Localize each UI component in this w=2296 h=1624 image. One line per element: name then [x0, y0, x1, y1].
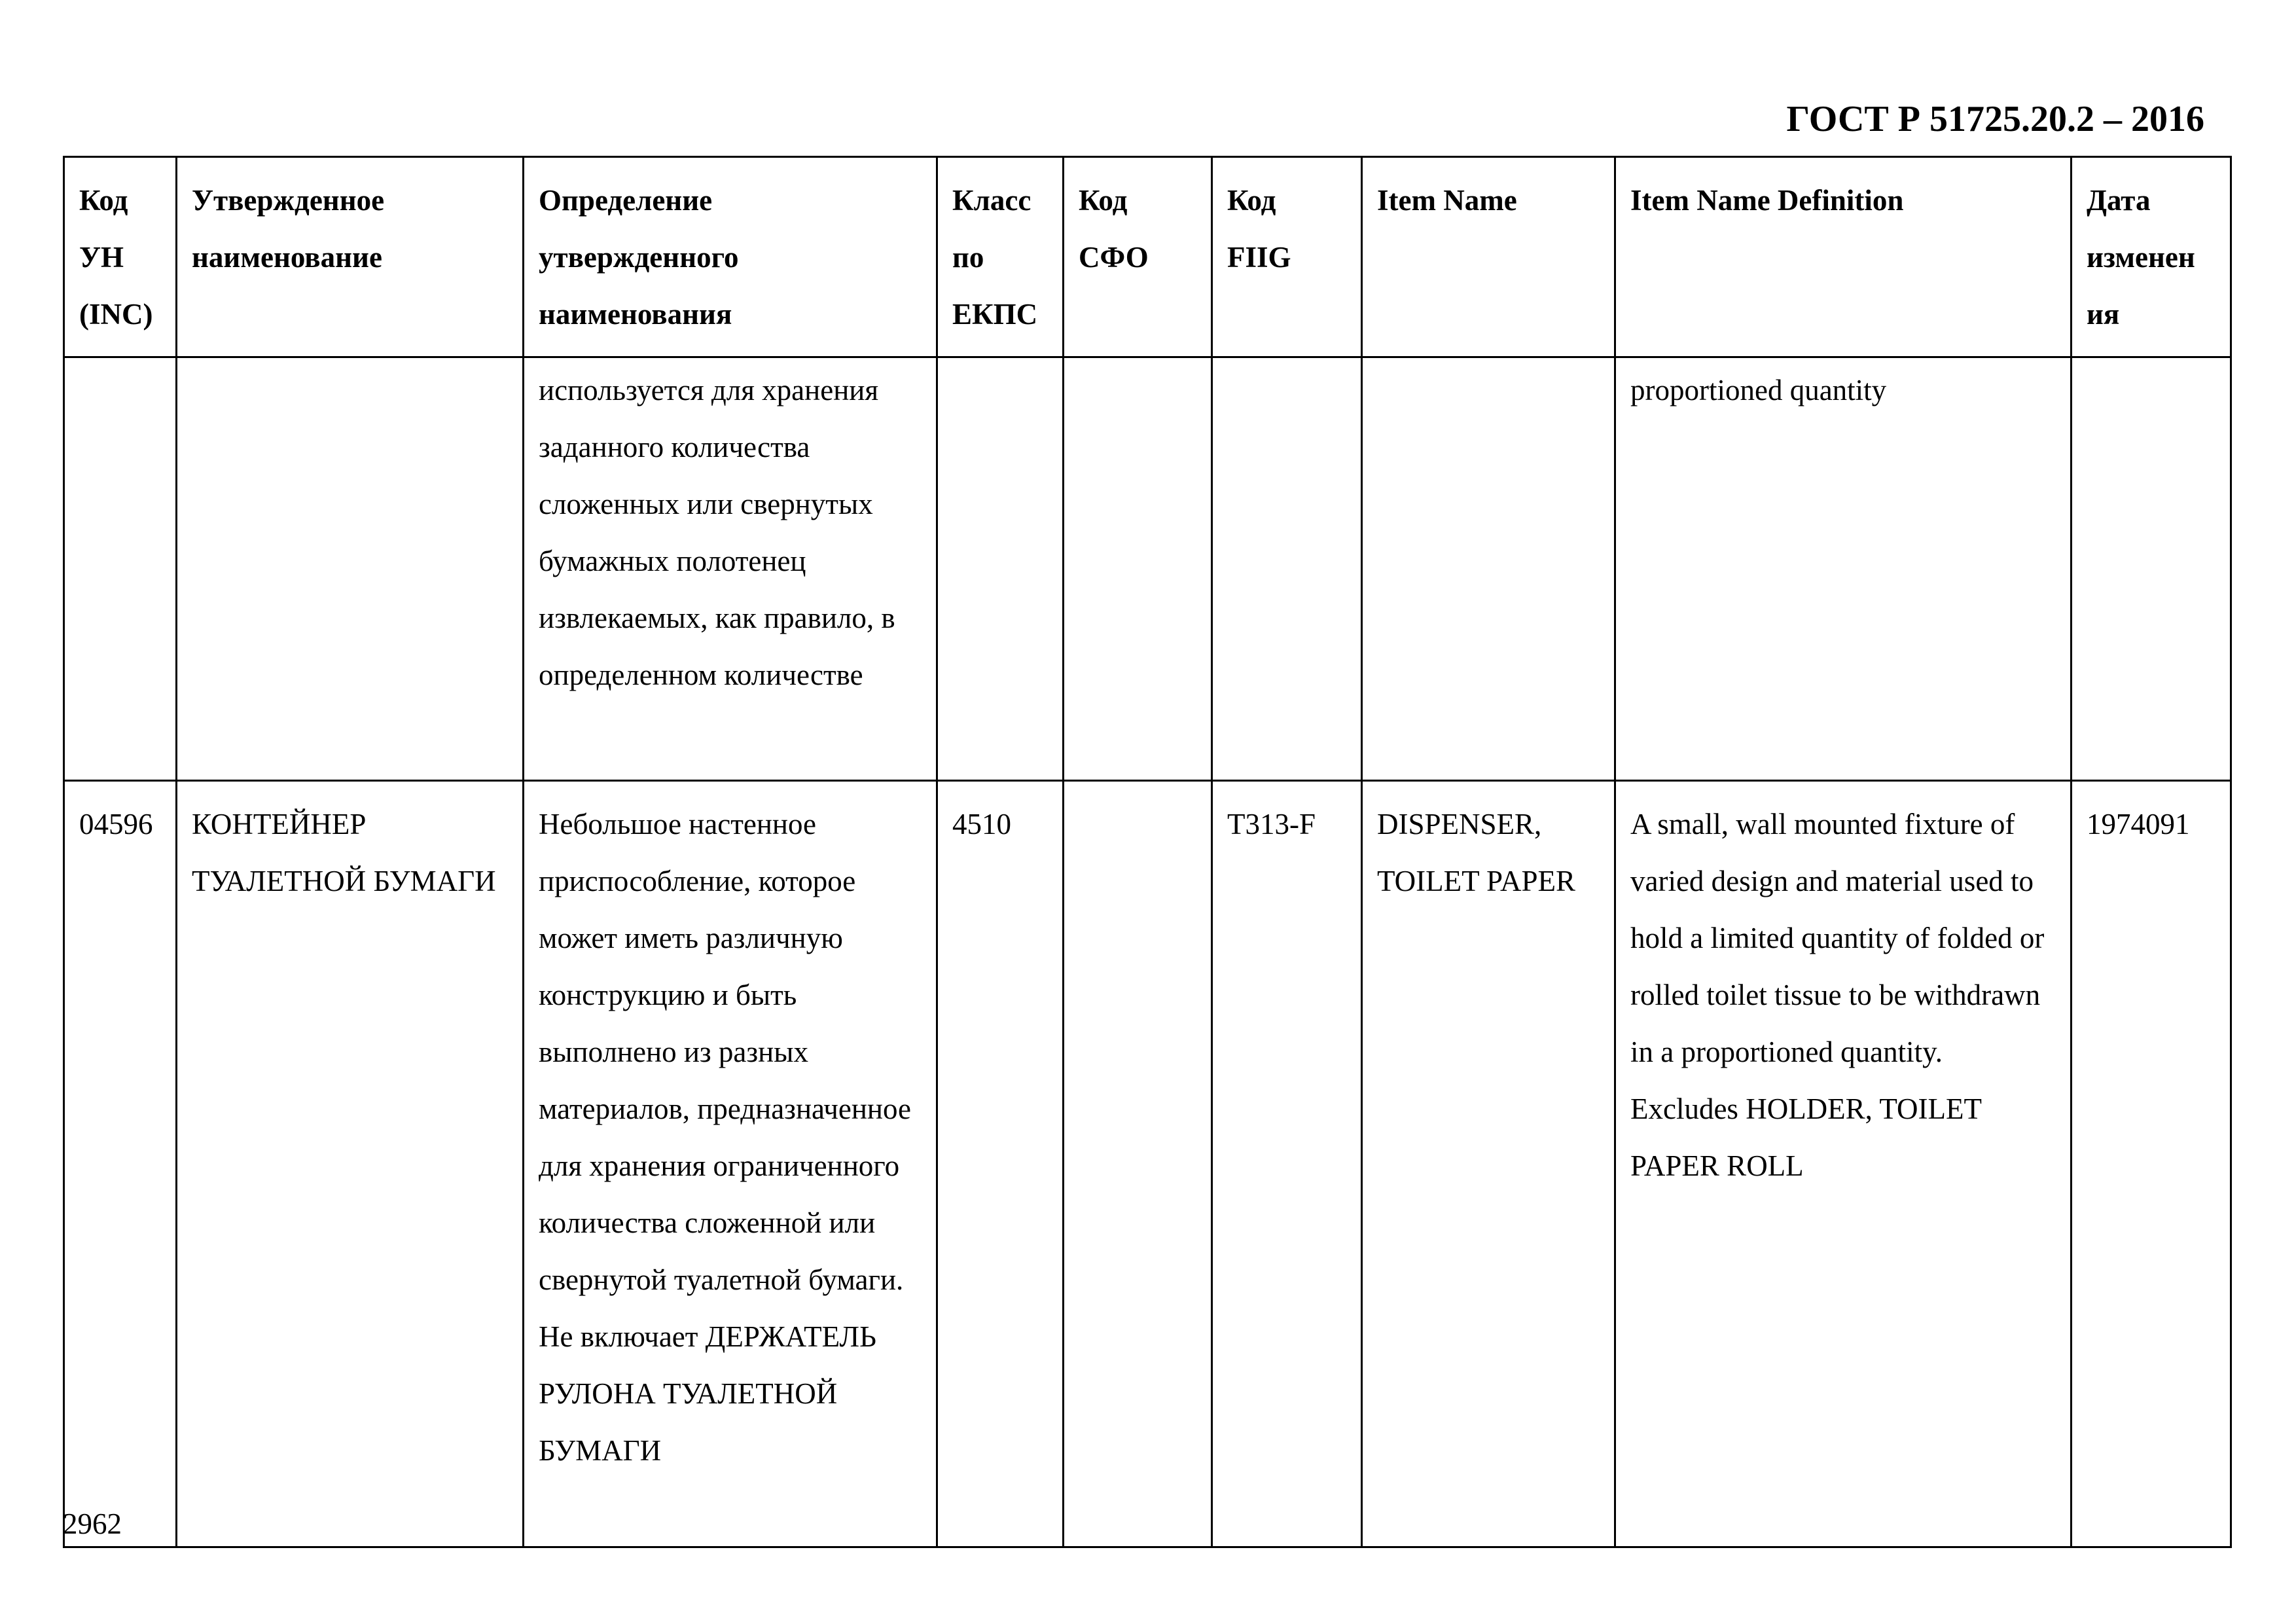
column-header-ekps-class: Класс по ЕКПС	[937, 157, 1064, 357]
cell-name-definition: Небольшое настенное приспособление, которое может иметь различную конструкцию и быть выполнено из разных материалов, предназначенное для хранения ограниченного количества сложенной или свернутой туалетной бумаги. Не включает ДЕРЖАТЕЛЬ РУЛОНА ТУАЛЕТНОЙ БУМАГИ	[524, 781, 937, 1547]
column-header-fiig-code: Код FIIG	[1212, 157, 1362, 357]
catalog-table	[63, 156, 2232, 1548]
column-header-name-definition: Определение утвержденного наименования	[524, 157, 937, 357]
page-number: 2962	[63, 1507, 122, 1540]
cell-change-date: 1974091	[2072, 781, 2231, 1547]
cell-inc-code	[64, 357, 177, 781]
table-row	[64, 781, 2231, 1547]
cell-name-definition: используется для хранения заданного количества сложенных или свернутых бумажных полотенец извлекаемых, как правило, в определенном количестве	[524, 357, 937, 781]
cell-fiig-code: T313-F	[1212, 781, 1362, 1547]
cell-item-name-definition: A small, wall mounted fixture of varied design and material used to hold a limited quantity of folded or rolled toilet tissue to be withdrawn in a proportioned quantity. Excludes HOLDER, TOILET PAPER ROLL	[1615, 781, 2072, 1547]
column-header-sfo-code: Код СФО	[1064, 157, 1212, 357]
cell-item-name-definition: proportioned quantity	[1615, 357, 2072, 781]
cell-item-name: DISPENSER, TOILET PAPER	[1362, 781, 1615, 1547]
table-row	[64, 357, 2231, 781]
cell-change-date	[2072, 357, 2231, 781]
cell-ekps-class	[937, 357, 1064, 781]
column-header-approved-name: Утвержденное наименование	[177, 157, 524, 357]
table-header-row	[64, 157, 2231, 357]
column-header-change-date: Дата изменен ия	[2072, 157, 2231, 357]
cell-sfo-code	[1064, 781, 1212, 1547]
cell-inc-code: 04596	[64, 781, 177, 1547]
cell-ekps-class: 4510	[937, 781, 1064, 1547]
cell-approved-name	[177, 357, 524, 781]
column-header-item-name: Item Name	[1362, 157, 1615, 357]
document-code: ГОСТ Р 51725.20.2 – 2016	[1786, 99, 2204, 139]
cell-approved-name: КОНТЕЙНЕР ТУАЛЕТНОЙ БУМАГИ	[177, 781, 524, 1547]
column-header-inc-code: Код УН (INC)	[64, 157, 177, 357]
column-header-item-name-definition: Item Name Definition	[1615, 157, 2072, 357]
cell-sfo-code	[1064, 357, 1212, 781]
cell-item-name	[1362, 357, 1615, 781]
cell-fiig-code	[1212, 357, 1362, 781]
